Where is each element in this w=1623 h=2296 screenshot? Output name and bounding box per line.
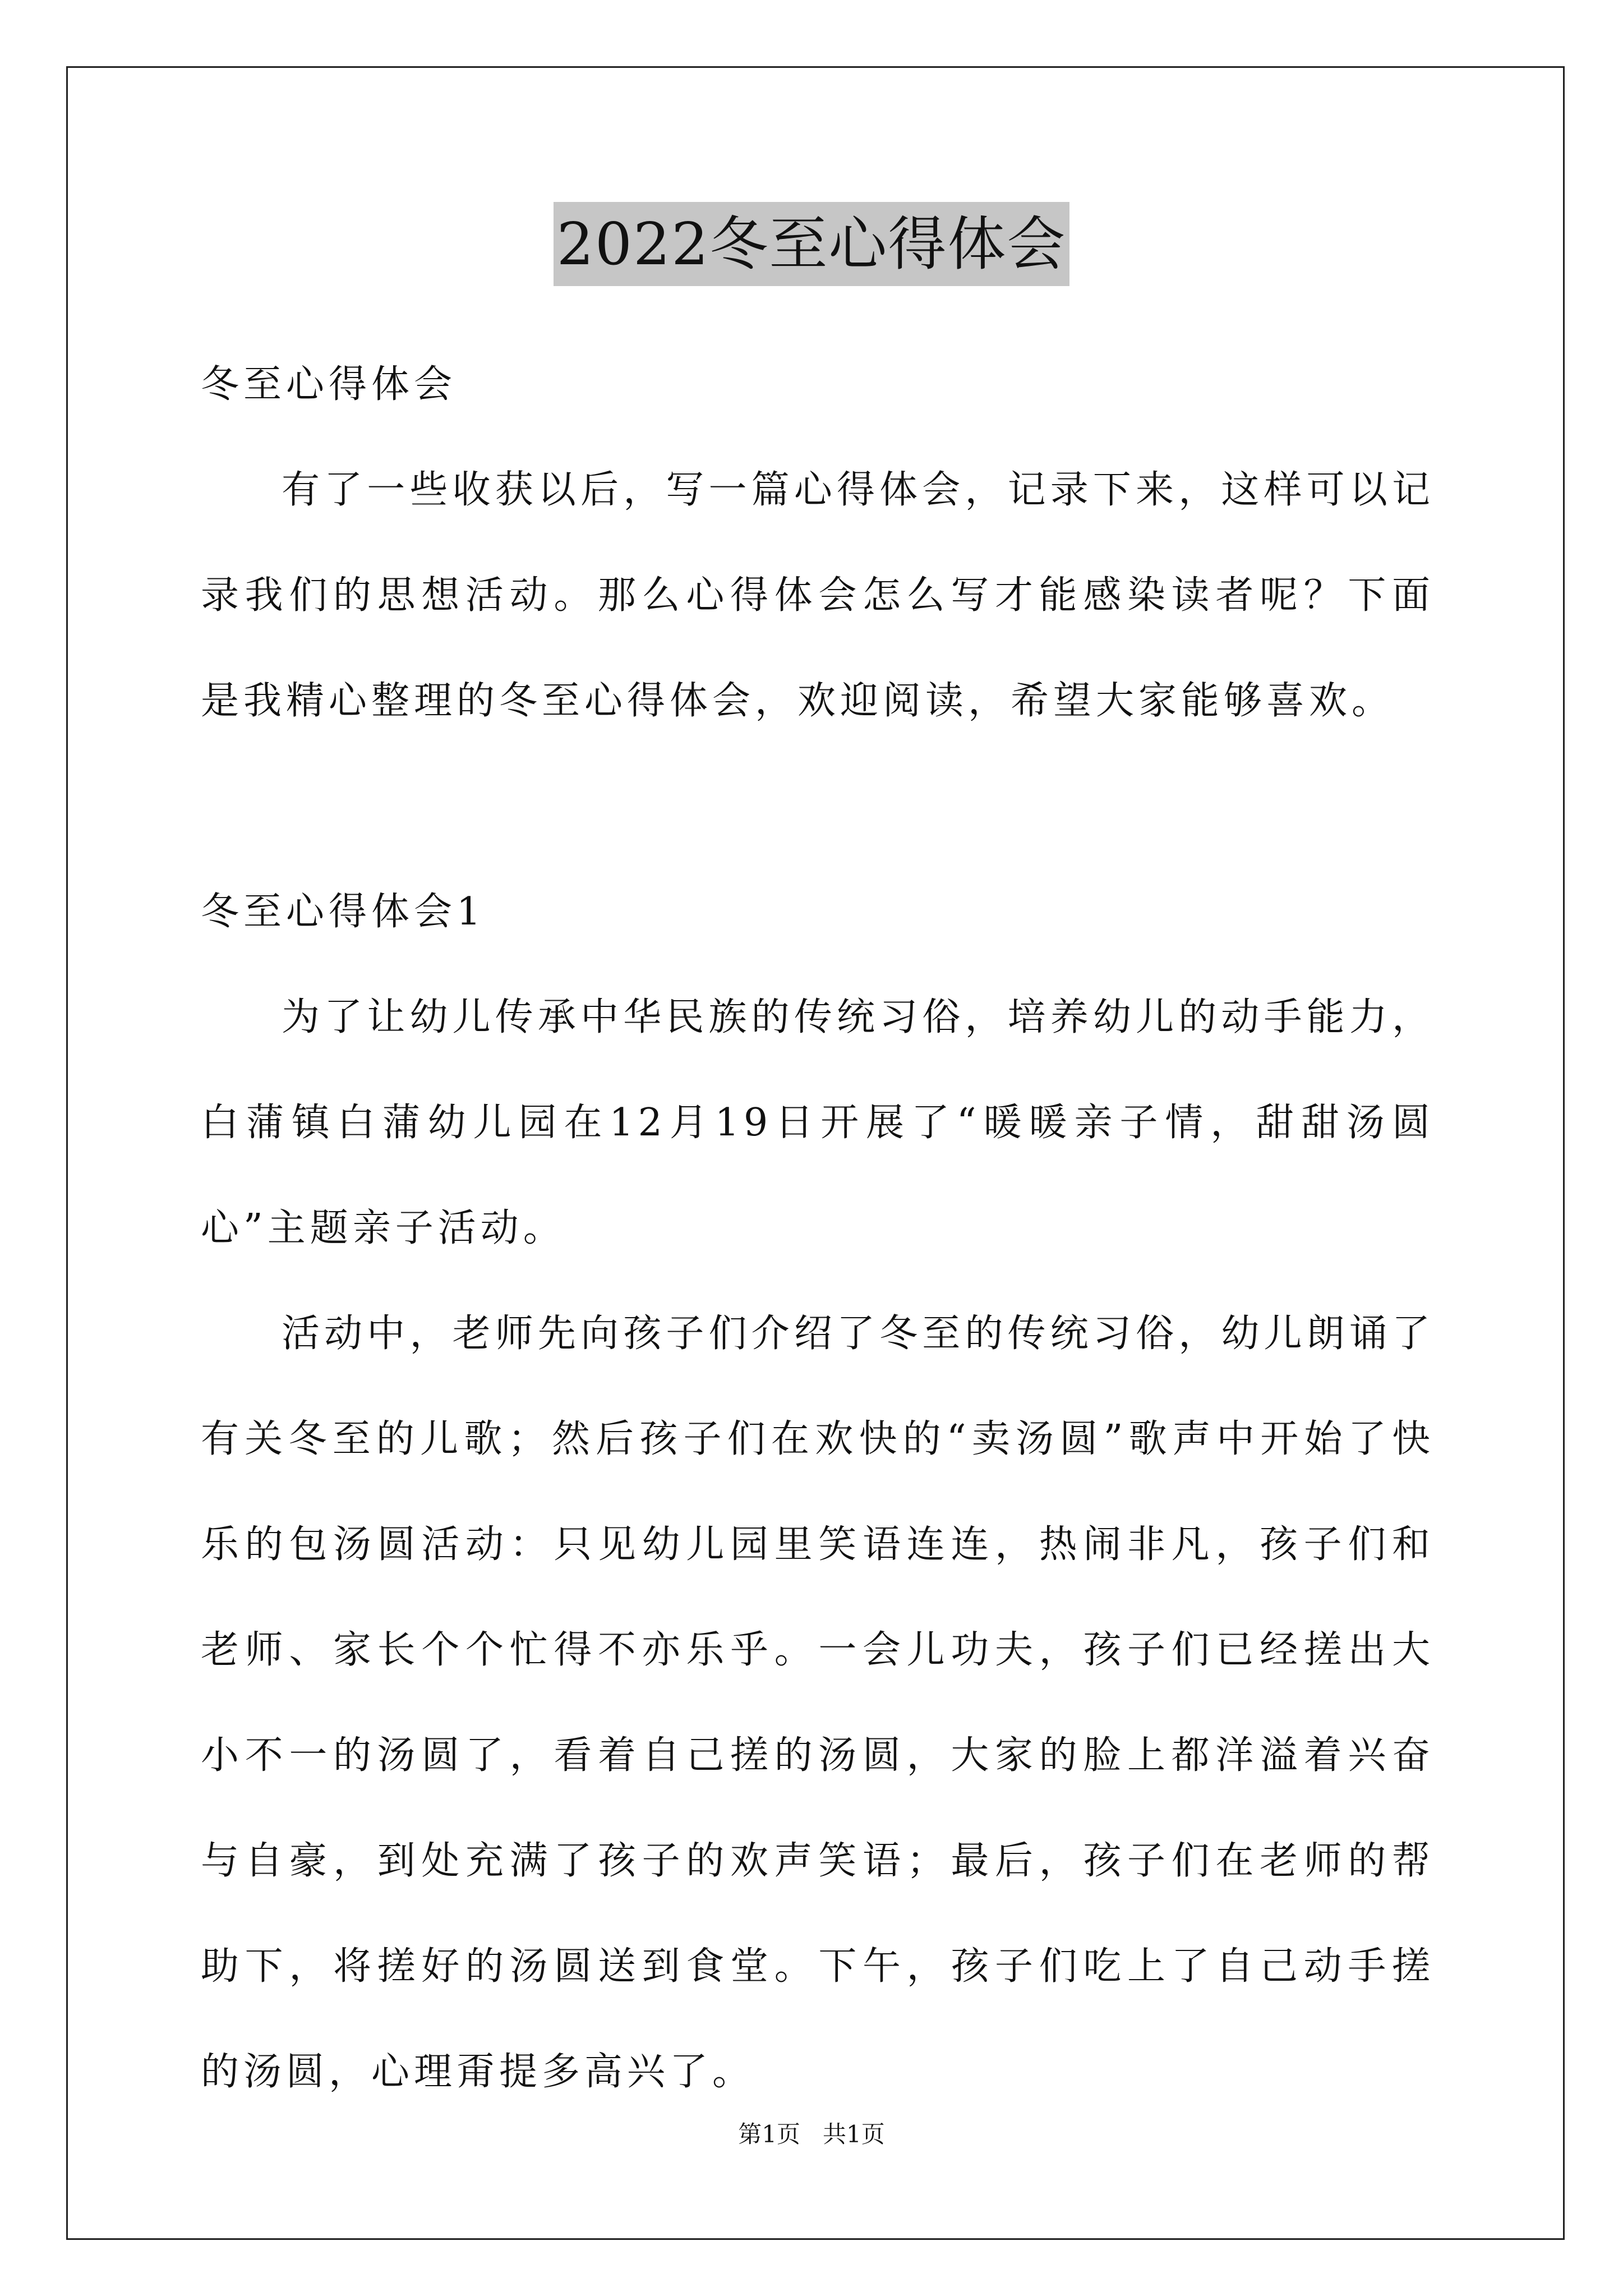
paragraph-1: 为了让幼儿传承中华民族的传统习俗，培养幼儿的动手能力，白蒲镇白蒲幼儿园在12月19日开展了“暖暖亲子情，甜甜汤圆心”主题亲子活动。 <box>201 995 1435 1250</box>
intro-paragraph: 有了一些收获以后，写一篇心得体会，记录下来，这样可以记录我们的思想活动。那么心得体会怎么写才能感染读者呢？下面是我精心整理的冬至心得体会，欢迎阅读，希望大家能够喜欢。 <box>201 468 1435 723</box>
document-body <box>201 332 1435 2125</box>
title-container <box>0 202 1623 286</box>
document-title: 2022冬至心得体会 <box>554 202 1070 286</box>
intro-heading: 冬至心得体会 <box>201 362 457 407</box>
section-spacer <box>201 754 1435 859</box>
page-footer: 第1页 共1页 <box>738 2120 885 2148</box>
section-heading-1: 冬至心得体会1 <box>201 890 486 934</box>
paragraph-2: 活动中，老师先向孩子们介绍了冬至的传统习俗，幼儿朗诵了有关冬至的儿歌；然后孩子们在欢快的“卖汤圆”歌声中开始了快乐的包汤圆活动：只见幼儿园里笑语连连，热闹非凡，孩子们和老师、家长个个忙得不亦乐乎。一会儿功夫，孩子们已经搓出大小不一的汤圆了，看着自己搓的汤圆，大家的脸上都洋溢着兴奋与自豪，到处充满了孩子的欢声笑语；最后，孩子们在老师的帮助下，将搓好的汤圆送到食堂。下午，孩子们吃上了自己动手搓的汤圆，心理甭提多高兴了。 <box>201 1312 1435 2094</box>
